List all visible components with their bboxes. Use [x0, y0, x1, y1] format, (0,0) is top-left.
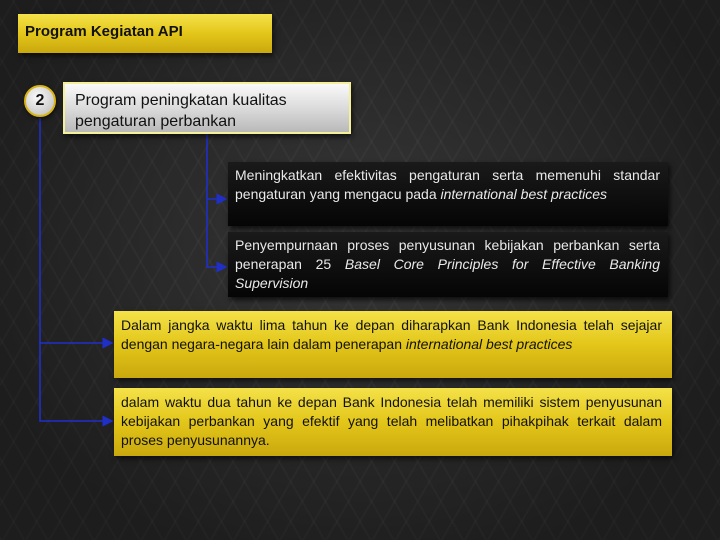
number-badge: [24, 85, 56, 117]
goal-item-1-text: Meningkatkan efektivitas pengaturan serta memenuhi standar pengaturan yang mengacu pada: [235, 167, 660, 202]
title-box: [18, 14, 272, 53]
target-item-4-text: dalam waktu dua tahun ke depan Bank Indonesia telah memiliki sistem penyusunan kebijakan perbankan yang efektif yang telah melibatkan pihakpihak terkait dalam proses penyusunannya.: [121, 394, 662, 448]
program-label: Program peningkatan kualitas pengaturan perbankan: [75, 92, 287, 130]
target-item-3-italic: international best practices: [405, 336, 573, 352]
number-label: 2: [35, 92, 45, 109]
page-title: Program Kegiatan API: [25, 23, 183, 40]
goal-item-2-italic: Basel Core Principles for Effective Banking Supervision: [235, 256, 661, 291]
goal-item-2-text: Penyempurnaan proses penyusunan kebijakan perbankan serta penerapan 25: [235, 237, 660, 272]
goal-item-2: [228, 232, 668, 297]
target-item-4: [114, 388, 672, 456]
goal-item-1-italic: international best practices: [440, 186, 608, 202]
target-item-3: [114, 311, 672, 378]
goal-item-1: [228, 162, 668, 226]
program-box: [63, 82, 351, 134]
connector-number-item3: [40, 118, 112, 343]
target-item-3-text: Dalam jangka waktu lima tahun ke depan diharapkan Bank Indonesia telah sejajar dengan negara-negara lain dalam penerapan: [121, 317, 662, 352]
connector-program-item1: [207, 134, 226, 199]
connector-program-item2: [207, 199, 226, 267]
connector-number-item4: [40, 343, 112, 421]
